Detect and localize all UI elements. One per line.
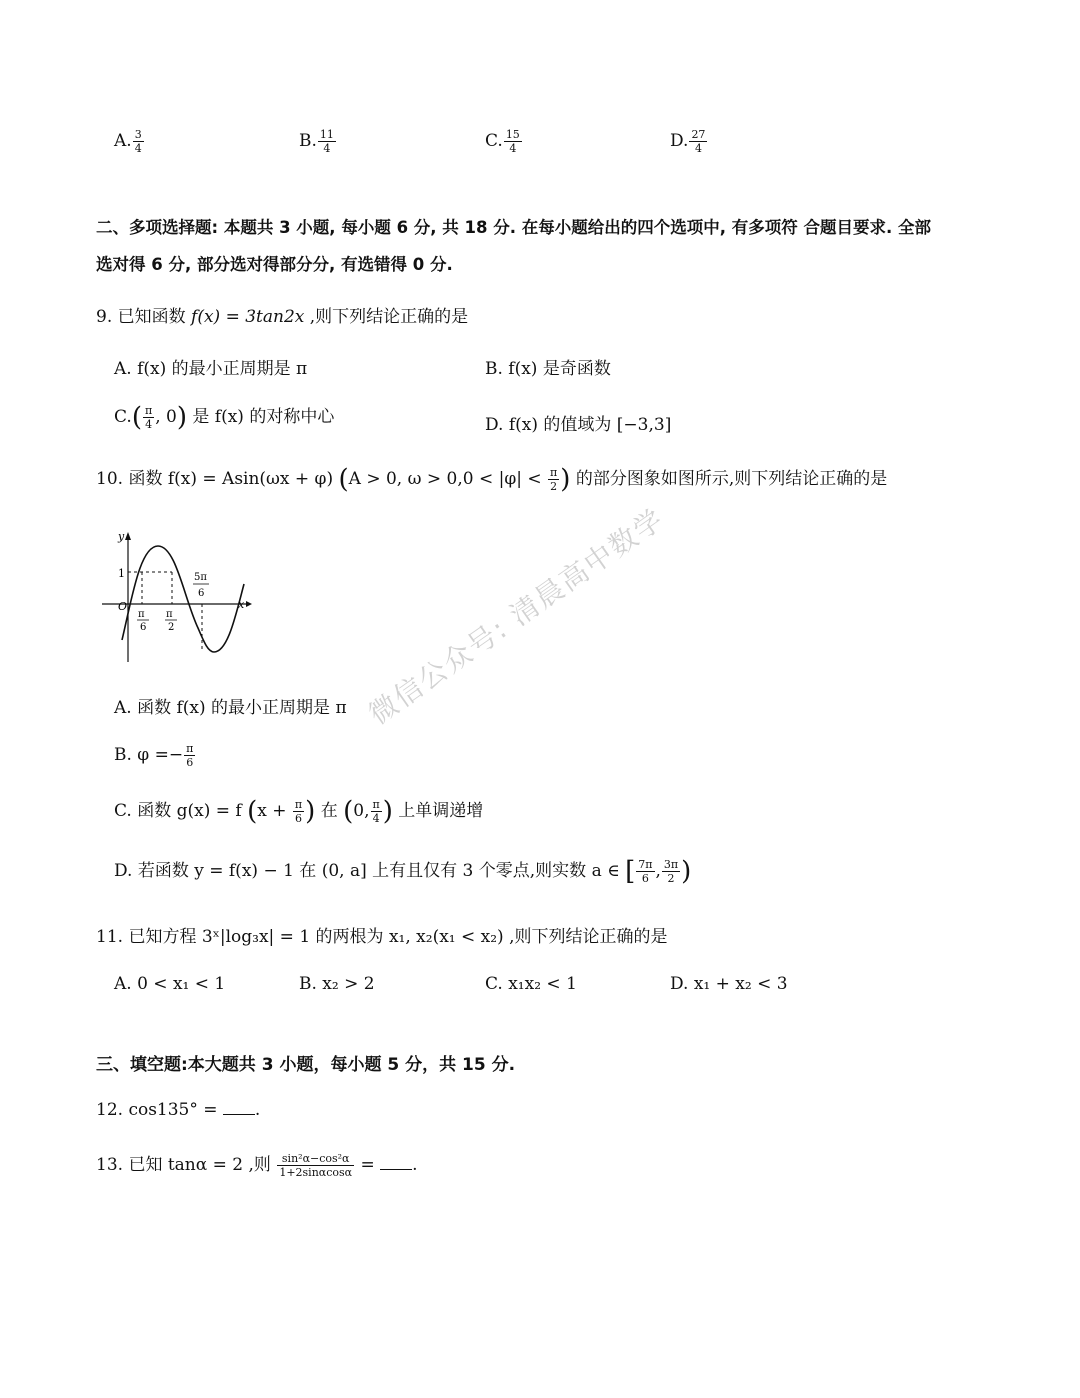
fraction (689, 128, 707, 155)
q11-option-d: D. x₁ + x₂ < 3 (670, 974, 788, 994)
condition-text: A > 0, ω > 0,0 < |φ| < (348, 469, 548, 489)
numerator: 3π (663, 858, 679, 871)
tick-pi6-num: π (138, 609, 145, 620)
q10-stem (96, 464, 887, 495)
tick-5pi6-num: 5π (194, 572, 207, 583)
denominator: 4 (145, 418, 153, 431)
fraction (636, 858, 654, 885)
numerator: 27 (691, 128, 706, 141)
close-paren: ) (560, 464, 571, 495)
fraction (143, 404, 154, 431)
stem-text: 9. 已知函数 (96, 307, 192, 327)
option-letter: C. (114, 407, 132, 427)
q8-option-a (114, 128, 145, 155)
q9-option-a: A. f(x) 的最小正周期是 π (114, 359, 308, 379)
option-letter: D. (670, 131, 689, 151)
option-text: 是 f(x) 的对称中心 (186, 407, 335, 427)
denominator: 2 (550, 480, 558, 493)
section-2-heading-line2: 选对得 6 分, 部分选对得部分分, 有选错得 0 分. (96, 255, 453, 274)
q9-option-c (114, 402, 334, 433)
equals: = (355, 1155, 381, 1175)
answer-blank (223, 1100, 255, 1115)
sine-curve (122, 546, 244, 652)
q10-option-b (114, 742, 196, 769)
close-paren: ) (305, 796, 316, 827)
comma: , (655, 861, 661, 881)
point-coordinate: , 0 (155, 407, 177, 427)
y-axis-arrow (125, 532, 131, 540)
fraction (548, 466, 559, 493)
numerator: π (294, 798, 303, 811)
q10-option-d (114, 856, 691, 887)
open-paren: ( (131, 402, 142, 433)
q9-stem (96, 302, 468, 327)
tick-pi2-den: 2 (168, 622, 175, 633)
sine-graph-figure (98, 528, 258, 664)
close-paren: ) (176, 402, 187, 433)
numerator: 15 (505, 128, 520, 141)
y-tick-1: 1 (118, 567, 125, 580)
numerator: π (144, 404, 153, 417)
fraction (277, 1152, 354, 1179)
q9-option-d: D. f(x) 的值域为 [−3,3] (485, 415, 672, 435)
fraction (504, 128, 522, 155)
numerator: π (186, 742, 194, 755)
denominator: 6 (641, 872, 649, 885)
open-paren: ( (247, 796, 258, 827)
denominator: 4 (694, 142, 702, 155)
question-text: 12. cos135° = (96, 1100, 223, 1120)
stem-text: 的部分图象如图所示,则下列结论正确的是 (570, 469, 888, 489)
section-2-heading-line1: 二、多项选择题: 本题共 3 小题, 每小题 6 分, 共 18 分. 在每小题给出的四个选项中, 有多项符 合题目要求. 全部 (96, 218, 932, 237)
fraction (318, 128, 336, 155)
argument-text: x + (257, 801, 292, 821)
numerator: π (372, 798, 380, 811)
option-letter: A. (114, 131, 132, 151)
q8-option-c (485, 128, 523, 155)
open-bracket: [ (625, 856, 636, 887)
x-axis-label: x (238, 598, 245, 611)
q9-option-b: B. f(x) 是奇函数 (485, 359, 611, 379)
y-axis-label: y (118, 530, 125, 543)
open-paren: ( (343, 796, 354, 827)
x-axis-arrow (246, 601, 252, 607)
answer-blank (380, 1155, 412, 1170)
close-paren: ) (681, 856, 692, 887)
denominator: 4 (134, 142, 142, 155)
numerator: π (550, 466, 558, 479)
q8-option-b (299, 128, 337, 155)
fraction (293, 798, 304, 825)
fraction (371, 798, 382, 825)
period: . (412, 1155, 418, 1175)
option-text: 在 (315, 801, 344, 821)
interval-text: 0, (353, 801, 370, 821)
option-letter: B. (299, 131, 317, 151)
fraction (184, 742, 195, 769)
q11-stem: 11. 已知方程 3ˣ|log₃x| = 1 的两根为 x₁, x₂(x₁ < x₂) ,则下列结论正确的是 (96, 927, 668, 947)
numerator: 7π (638, 858, 653, 871)
q11-option-c: C. x₁x₂ < 1 (485, 974, 577, 994)
q12 (96, 1100, 260, 1120)
fraction (133, 128, 144, 155)
denominator: 6 (295, 812, 303, 825)
q10-option-c (114, 796, 483, 827)
denominator: 6 (186, 756, 194, 769)
denominator: 4 (372, 812, 380, 825)
denominator: 4 (509, 142, 517, 155)
origin-label: O (118, 600, 128, 613)
numerator: sin²α−cos²α (277, 1152, 354, 1166)
stem-text: 10. 函数 f(x) = Asin(ωx + φ) (96, 469, 339, 489)
q10-option-a: A. 函数 f(x) 的最小正周期是 π (114, 698, 347, 718)
option-text: D. 若函数 y = f(x) − 1 在 (0, a] 上有且仅有 3 个零点,则实数 a ∈ (114, 861, 626, 881)
option-letter: C. (485, 131, 503, 151)
numerator: 11 (319, 128, 334, 141)
fraction (662, 858, 680, 885)
question-text: 13. 已知 tanα = 2 ,则 (96, 1155, 277, 1175)
period: . (254, 1100, 261, 1120)
numerator: 3 (134, 128, 142, 141)
q8-option-d (670, 128, 708, 155)
tick-5pi6-den: 6 (198, 588, 205, 599)
denominator: 2 (667, 872, 675, 885)
tick-pi2-num: π (166, 609, 173, 620)
denominator: 1+2sinαcosα (279, 1166, 353, 1179)
close-paren: ) (382, 796, 393, 827)
open-paren: ( (338, 464, 349, 495)
stem-formula: f(x) = 3tan2x (191, 307, 305, 327)
q13 (96, 1150, 418, 1179)
option-text: C. 函数 g(x) = f (114, 801, 248, 821)
q11-option-b: B. x₂ > 2 (299, 974, 375, 994)
stem-text: ,则下列结论正确的是 (304, 307, 469, 327)
tick-pi6-den: 6 (140, 622, 147, 633)
section-3-heading: 三、填空题:本大题共 3 小题，每小题 5 分，共 15 分. (96, 1055, 516, 1075)
q11-option-a: A. 0 < x₁ < 1 (114, 974, 226, 994)
watermark: 微信公众号: 清晨高中数学 (362, 501, 671, 732)
option-text: 上单调递增 (392, 801, 484, 821)
option-text: B. φ =− (114, 745, 184, 765)
denominator: 4 (323, 142, 331, 155)
